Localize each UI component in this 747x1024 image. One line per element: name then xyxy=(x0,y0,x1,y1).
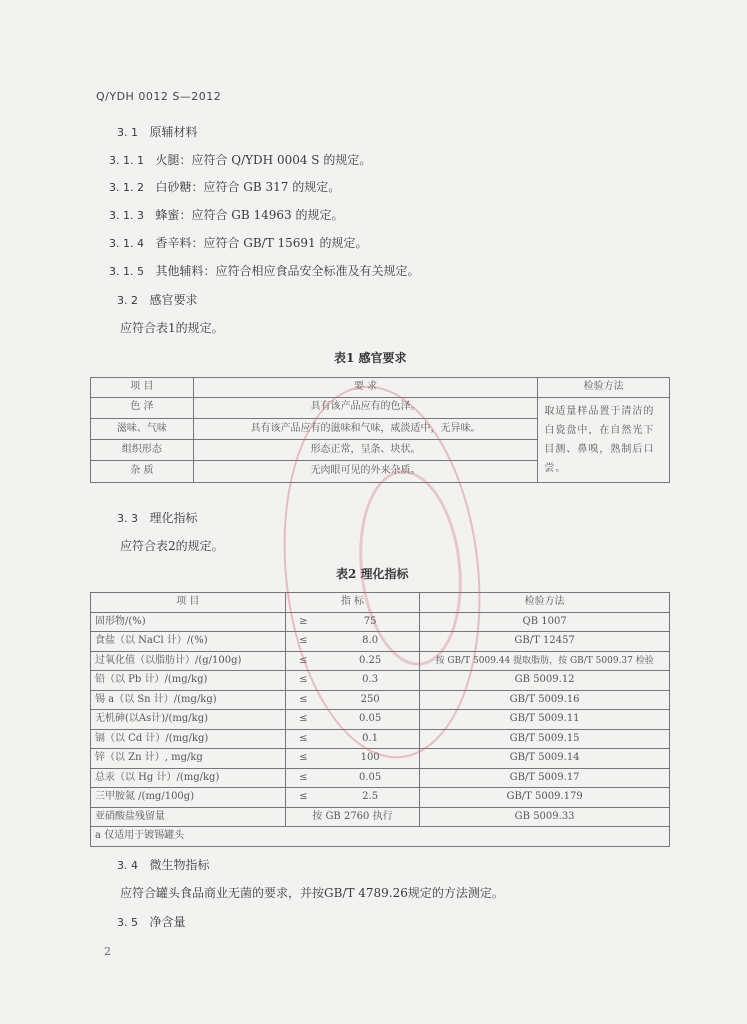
table-row xyxy=(91,768,670,788)
section-3-5 xyxy=(117,913,185,930)
table1-caption: 表1 感官要求 xyxy=(334,351,407,365)
indicator-value: 250 xyxy=(321,690,420,710)
section-number: 3. 1. 5 xyxy=(109,265,144,278)
requirement-cell: 形态正常，呈条、块状。 xyxy=(193,440,538,461)
section-3-2-body: 应符合表1的规定。 xyxy=(120,321,224,335)
section-number: 3. 5 xyxy=(117,916,138,929)
requirement-cell: 无肉眼可见的外来杂质。 xyxy=(193,461,538,482)
section-text: 香辛料：应符合 GB/T 15691 的规定。 xyxy=(155,236,368,250)
indicator-value: 100 xyxy=(321,749,420,769)
method-cell: GB/T 5009.16 xyxy=(420,690,670,710)
section-number: 3. 1. 2 xyxy=(109,181,144,194)
comparison-symbol: ≤ xyxy=(285,632,321,652)
indicator-value: 75 xyxy=(321,612,420,632)
section-text: 火腿：应符合 Q/YDH 0004 S 的规定。 xyxy=(155,153,372,167)
section-number: 3. 2 xyxy=(117,294,138,307)
comparison-symbol: ≤ xyxy=(285,729,321,749)
indicator-value: 8.0 xyxy=(321,632,420,652)
section-3-1-2 xyxy=(109,178,340,195)
physicochemical-indicators-table xyxy=(90,592,670,847)
section-number: 3. 4 xyxy=(117,859,138,872)
method-cell: GB/T 5009.11 xyxy=(420,710,670,730)
indicator-value: 0.25 xyxy=(321,651,420,671)
item-cell: 三甲胺氮 /(mg/100g) xyxy=(91,788,286,808)
header-cell: 检验方法 xyxy=(538,378,670,398)
requirement-cell: 具有该产品应有的色泽。 xyxy=(193,397,538,418)
item-cell: 锡 a（以 Sn 计）/(mg/kg) xyxy=(91,690,286,710)
method-cell: QB 1007 xyxy=(420,612,670,632)
table-row xyxy=(91,729,670,749)
section-title: 原辅材料 xyxy=(149,125,198,139)
method-cell: GB/T 12457 xyxy=(420,632,670,652)
table-row xyxy=(91,749,670,769)
method-cell: GB/T 5009.17 xyxy=(420,768,670,788)
section-text: 其他辅料：应符合相应食品安全标准及有关规定。 xyxy=(155,264,420,278)
table-header-row xyxy=(91,378,670,398)
section-3-1 xyxy=(117,123,197,140)
indicator-value: 0.1 xyxy=(321,729,420,749)
method-cell: GB 5009.12 xyxy=(420,671,670,691)
indicator-value: 2.5 xyxy=(321,788,420,808)
indicator-value: 0.05 xyxy=(321,768,420,788)
requirement-cell: 具有该产品应有的滋味和气味，咸淡适中，无异味。 xyxy=(193,418,538,439)
section-number: 3. 1 xyxy=(117,126,138,139)
header-cell: 检验方法 xyxy=(420,593,670,613)
section-number: 3. 1. 3 xyxy=(109,209,144,222)
sensory-requirements-table xyxy=(90,377,670,483)
method-cell: 取适量样品置于清洁的白瓷盘中，在自然光下目测、鼻嗅，熟制后口尝。 xyxy=(538,397,670,482)
item-cell: 固形物/(%) xyxy=(91,612,286,632)
header-cell: 项 目 xyxy=(91,593,286,613)
item-cell: 总汞（以 Hg 计）/(mg/kg) xyxy=(91,768,286,788)
table-row xyxy=(91,710,670,730)
item-cell: 锌（以 Zn 计）, mg/kg xyxy=(91,749,286,769)
page-number: 2 xyxy=(104,945,111,958)
section-3-1-3 xyxy=(109,206,343,223)
header-cell: 指 标 xyxy=(285,593,420,613)
table-note: a 仅适用于镀锡罐头 xyxy=(91,827,670,847)
indicator-value: 0.3 xyxy=(321,671,420,691)
header-cell: 要 求 xyxy=(193,378,538,398)
section-3-4 xyxy=(117,856,209,873)
table-note-row xyxy=(91,827,670,847)
table-row xyxy=(91,612,670,632)
section-text: 白砂糖：应符合 GB 317 的规定。 xyxy=(155,180,341,194)
table-header-row xyxy=(91,593,670,613)
section-title: 净含量 xyxy=(149,915,186,929)
document-code: Q/YDH 0012 S—2012 xyxy=(96,90,222,103)
item-cell: 组织形态 xyxy=(91,440,194,461)
comparison-symbol: ≤ xyxy=(285,690,321,710)
item-cell: 无机砷(以As计)/(mg/kg) xyxy=(91,710,286,730)
table-row xyxy=(91,632,670,652)
comparison-symbol: ≤ xyxy=(285,651,321,671)
item-cell: 色 泽 xyxy=(91,397,194,418)
table-row xyxy=(91,690,670,710)
section-number: 3. 3 xyxy=(117,512,138,525)
section-title: 微生物指标 xyxy=(149,858,210,872)
comparison-symbol: ≤ xyxy=(285,749,321,769)
table-row xyxy=(91,397,670,418)
item-cell: 滋味、气味 xyxy=(91,418,194,439)
item-cell: 食盐（以 NaCl 计）/(%) xyxy=(91,632,286,652)
table-row xyxy=(91,807,670,827)
indicator-value: 0.05 xyxy=(321,710,420,730)
section-3-4-body: 应符合罐头食品商业无菌的要求，并按GB/T 4789.26规定的方法测定。 xyxy=(120,886,504,900)
comparison-symbol: ≤ xyxy=(285,671,321,691)
method-cell: GB/T 5009.179 xyxy=(420,788,670,808)
comparison-symbol: ≤ xyxy=(285,710,321,730)
item-cell: 亚硝酸盐残留量 xyxy=(91,807,286,827)
table-row xyxy=(91,651,670,671)
comparison-symbol: ≥ xyxy=(285,612,321,632)
item-cell: 镉（以 Cd 计）/(mg/kg) xyxy=(91,729,286,749)
section-text: 蜂蜜：应符合 GB 14963 的规定。 xyxy=(155,208,344,222)
section-3-3 xyxy=(117,509,197,526)
section-3-2 xyxy=(117,291,197,308)
method-cell: GB/T 5009.15 xyxy=(420,729,670,749)
item-cell: 过氧化值（以脂肪计）/(g/100g) xyxy=(91,651,286,671)
comparison-symbol: ≤ xyxy=(285,788,321,808)
section-3-3-body: 应符合表2的规定。 xyxy=(120,539,224,553)
section-3-1-1 xyxy=(109,151,371,168)
indicator-value: 按 GB 2760 执行 xyxy=(285,807,420,827)
method-cell: GB/T 5009.14 xyxy=(420,749,670,769)
section-number: 3. 1. 4 xyxy=(109,237,144,250)
item-cell: 杂 质 xyxy=(91,461,194,482)
section-title: 理化指标 xyxy=(149,511,198,525)
method-cell: GB 5009.33 xyxy=(420,807,670,827)
section-number: 3. 1. 1 xyxy=(109,154,144,167)
table2-caption: 表2 理化指标 xyxy=(336,567,409,581)
header-cell: 项 目 xyxy=(91,378,194,398)
section-title: 感官要求 xyxy=(149,293,198,307)
item-cell: 铅（以 Pb 计）/(mg/kg) xyxy=(91,671,286,691)
section-3-1-5 xyxy=(109,262,419,279)
table-row xyxy=(91,788,670,808)
table-row xyxy=(91,671,670,691)
comparison-symbol: ≤ xyxy=(285,768,321,788)
method-cell: 按 GB/T 5009.44 提取脂肪，按 GB/T 5009.37 检验 xyxy=(420,651,670,671)
section-3-1-4 xyxy=(109,234,368,251)
